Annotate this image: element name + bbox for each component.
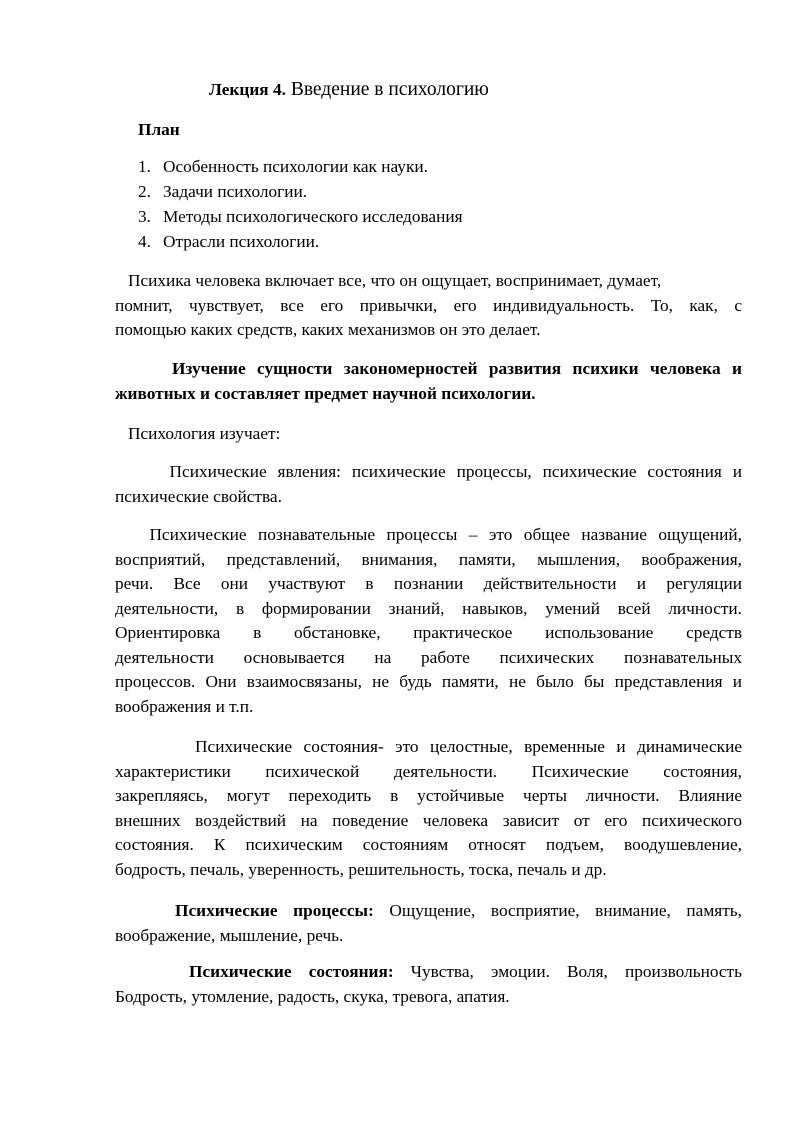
paragraph-psychology-studies: Психология изучает:: [115, 424, 281, 443]
plan-item: 2. Задачи психологии.: [138, 182, 308, 201]
lecture-number: Лекция 4.: [209, 80, 286, 99]
paragraph-mental-states: Психические состояния- это целостные, временные и динамические характеристики психической деятельности. Психические состояния, закрепляясь, могут переходить в устойчивые черты личности. Влияние внешних воздействий на поведение человека зависит от его психического состояния. К психическим состояниям относят подъем, воодушевление, бодрость, печаль, уверенность, решительность, тоска, печаль и др.: [115, 737, 742, 879]
lecture-topic: Введение в психологию: [285, 79, 489, 100]
processes-label: Психические процессы:: [175, 901, 374, 920]
lecture-title: [209, 76, 489, 104]
paragraph-processes-list: Психические процессы: Ощущение, восприятие, внимание, память, воображение, мышление, речь.: [115, 901, 742, 945]
plan-list: [138, 155, 463, 255]
states-label: Психические состояния:: [189, 962, 394, 981]
plan-item: 4. Отрасли психологии.: [138, 232, 320, 251]
paragraph-states-list: Психические состояния: Чувства, эмоции. Воля, произвольность Бодрость, утомление, радость, скука, тревога, апатия.: [115, 962, 742, 1006]
paragraph-cognitive-processes: Психические познавательные процессы – это общее название ощущений, восприятий, представлений, внимания, памяти, мышления, воображения, речи. Все они участвуют в познании действительности и регуляции деятельности, в формировании знаний, навыков, умений всей личности. Ориентировка в обстановке, практическое использование средств деятельности основывается на работе психических познавательных процессов. Они взаимосвязаны, не будь памяти, не было бы представления и воображения и т.п.: [115, 525, 742, 716]
paragraph-mental-phenomena: Психические явления: психические процессы, психические состояния и психические свойства.: [115, 462, 742, 506]
plan-item: 3. Методы психологического исследования: [138, 207, 463, 226]
paragraph-psyche-definition: Психика человека включает все, что он ощущает, воспринимает, думает, помнит, чувствует, все его привычки, его индивидуальность. То, как, с помощью каких средств, каких механизмов он это делает.: [115, 271, 742, 339]
plan-item: 1. Особенность психологии как науки.: [138, 157, 428, 176]
plan-heading: План: [138, 120, 180, 139]
paragraph-subject-of-psychology: Изучение сущности закономерностей развития психики человека и животных и составляет предмет научной психологии.: [115, 359, 742, 403]
